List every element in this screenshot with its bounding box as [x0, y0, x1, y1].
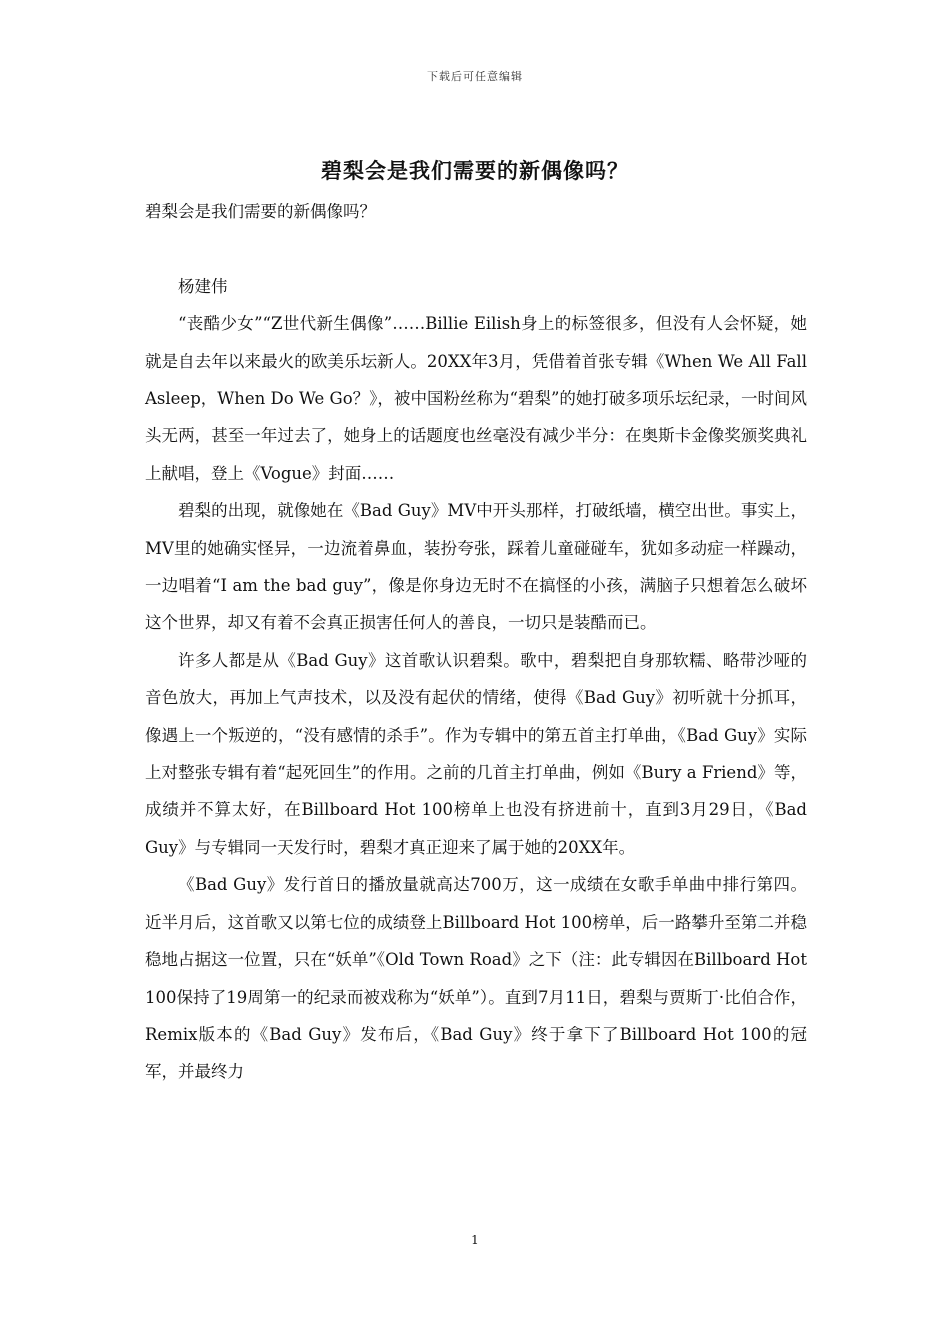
paragraph: 许多人都是从《Bad Guy》这首歌认识碧梨。歌中，碧梨把自身那软糯、略带沙哑的音色放大，再加上气声技术，以及没有起伏的情绪，使得《Bad Guy》初听就十分抓耳，像遇上一个叛逆的，“没有感情的杀手”。作为专辑中的第五首主打单曲，《Bad Guy》实际上对整张专辑有着“起死回生”的作用。之前的几首主打单曲，例如《Bury a Friend》等，成绩并不算太好，在Billboard Hot 100榜单上也没有挤进前十，直到3月29日，《Bad Guy》与专辑同一天发行时，碧梨才真正迎来了属于她的20XX年。	[145, 650, 807, 857]
document-body	[145, 193, 807, 1091]
document-subtitle: 碧梨会是我们需要的新偶像吗？	[145, 202, 376, 221]
paragraph: 碧梨的出现，就像她在《Bad Guy》MV中开头那样，打破纸墙，横空出世。事实上，MV里的她确实怪异，一边流着鼻血，装扮夸张，踩着儿童碰碰车，犹如多动症一样躁动，一边唱着“I am the bad guy”，像是你身边无时不在搞怪的小孩，满脑子只想着怎么破坏这个世界，却又有着不会真正损害任何人的善良，一切只是装酷而已。	[145, 501, 807, 633]
paragraph: “丧酷少女”“Z世代新生偶像”……Billie Eilish身上的标签很多，但没有人会怀疑，她就是自去年以来最火的欧美乐坛新人。20XX年3月，凭借着首张专辑《When We All Fall Asleep，When Do We Go？》，被中国粉丝称为“碧梨”的她打破多项乐坛纪录，一时间风头无两，甚至一年过去了，她身上的话题度也丝毫没有减少半分：在奥斯卡金像奖颁奖典礼上献唱，登上《Vogue》封面……	[145, 314, 807, 483]
document-title: 碧梨会是我们需要的新偶像吗？	[321, 158, 629, 183]
page-number: 1	[471, 1233, 479, 1247]
blank-line	[145, 230, 807, 267]
author-name: 杨建伟	[178, 276, 228, 296]
paragraph: 《Bad Guy》发行首日的播放量就高达700万，这一成绩在女歌手单曲中排行第四。近半月后，这首歌又以第七位的成绩登上Billboard Hot 100榜单，后一路攀升至第二并稳稳地占据这一位置，只在“妖单”《Old Town Road》之下（注：此专辑因在Billboard Hot 100保持了19周第一的纪录而被戏称为“妖单”）。直到7月11日，碧梨与贾斯丁·比伯合作，Remix版本的《Bad Guy》发布后，《Bad Guy》终于拿下了Billboard Hot 100的冠军，并最终力	[145, 875, 807, 1082]
page-header-note: 下载后可任意编辑	[427, 70, 523, 83]
